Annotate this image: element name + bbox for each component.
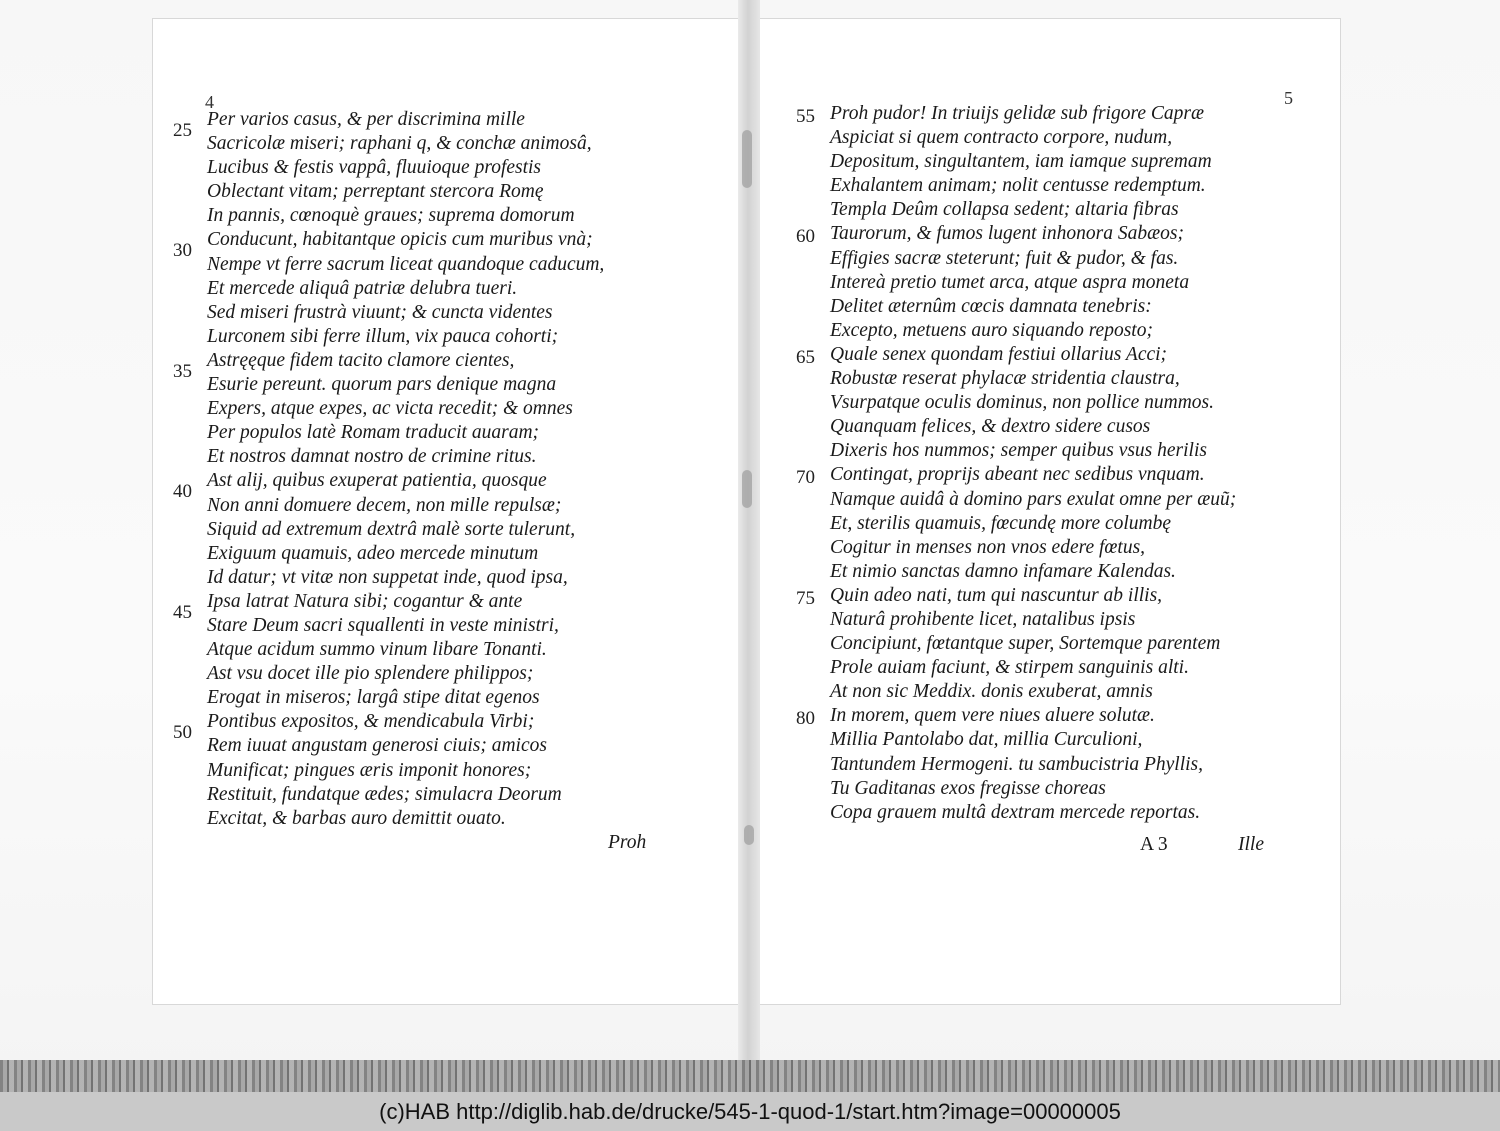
verse-line: At non sic Meddix. donis exuberat, amnis xyxy=(830,681,1153,703)
verse-line: Millia Pantolabo dat, millia Curculioni, xyxy=(830,729,1143,751)
verse-line: Conducunt, habitantque opicis cum muribus vnà; xyxy=(207,229,593,251)
verse-line: Sed miseri frustrà viuunt; & cuncta videntes xyxy=(207,301,553,323)
verse-line: Lurconem sibi ferre illum, vix pauca cohorti; xyxy=(207,325,559,347)
left-page-number: 4 xyxy=(205,92,214,112)
verse-line: Atque acidum summo vinum libare Tonanti. xyxy=(207,639,547,661)
verse-line: Quale senex quondam festiui ollarius Acci; xyxy=(830,343,1168,365)
line-number: 75 xyxy=(796,588,815,609)
verse-line: Ast alij, quibus exuperat patientia, quosque xyxy=(207,470,547,492)
verse-line: Id datur; vt vitæ non suppetat inde, quod ipsa, xyxy=(207,566,568,588)
verse-line: Depositum, singultantem, iam iamque supremam xyxy=(830,151,1212,173)
verse-line: Proh pudor! In triuijs gelidæ sub frigore Capræ xyxy=(830,103,1204,124)
book-bottom-edge xyxy=(0,1060,1500,1092)
line-number: 35 xyxy=(173,361,192,382)
verse-line: Quanquam felices, & dextro sidere cusos xyxy=(830,416,1151,438)
line-number: 55 xyxy=(796,106,815,127)
verse-line: In morem, quem vere niues aluere solutæ. xyxy=(830,705,1155,727)
gutter-ornament xyxy=(742,470,752,508)
verse-line: Per populos latè Romam traducit auaram; xyxy=(207,422,540,444)
verse-line: Intereà pretio tumet arca, atque aspra moneta xyxy=(830,271,1190,293)
copyright-caption: (c)HAB http://diglib.hab.de/drucke/545-1-quod-1/start.htm?image=00000005 xyxy=(0,1092,1500,1131)
verse-line: Contingat, proprijs abeant nec sedibus vnquam. xyxy=(830,464,1205,486)
verse-line: Et, sterilis quamuis, fœcundę more columbę xyxy=(830,512,1172,534)
verse-line: Exiguum quamuis, adeo mercede minutum xyxy=(207,542,539,564)
verse-line: Namque auidâ à domino pars exulat omne per æuũ; xyxy=(830,488,1237,510)
verse-line: Et nostros damnat nostro de crimine ritus. xyxy=(207,446,537,468)
verse-line: Nempe vt ferre sacrum liceat quandoque caducum, xyxy=(207,253,605,275)
verse-line: Oblectant vitam; perreptant stercora Romę xyxy=(207,181,544,203)
line-number: 60 xyxy=(796,226,815,247)
verse-line: Tu Gaditanas exos fregisse choreas xyxy=(830,777,1106,799)
verse-line: In pannis, cœnoquè graues; suprema domorum xyxy=(207,205,575,227)
line-number: 30 xyxy=(173,240,192,261)
right-page-number: 5 xyxy=(1284,88,1293,108)
verse-line: Et mercede aliquâ patriæ delubra tueri. xyxy=(207,277,518,299)
verse-line: Copa grauem multâ dextram mercede reportas. xyxy=(830,801,1201,823)
signature-mark: A 3 xyxy=(1140,834,1168,855)
line-number: 50 xyxy=(173,722,192,743)
verse-line: Lucibus & festis vappâ, fluuioque profestis xyxy=(207,157,542,179)
verse-line: Excitat, & barbas auro demittit ouato. xyxy=(207,807,506,829)
left-page-text xyxy=(207,108,677,831)
verse-line: Dixeris hos nummos; semper quibus vsus herilis xyxy=(830,440,1207,462)
gutter-ornament xyxy=(744,825,754,845)
verse-line: Excepto, metuens auro siquando reposto; xyxy=(830,319,1153,341)
verse-line: Vsurpatque oculis dominus, non pollice nummos. xyxy=(830,392,1215,414)
verse-line: Sacricolæ miseri; raphani q, & conchæ animosâ, xyxy=(207,133,592,155)
right-catchword: Ille xyxy=(1238,834,1264,855)
verse-line: Tantundem Hermogeni. tu sambucistria Phyllis, xyxy=(830,753,1204,775)
line-number: 40 xyxy=(173,481,192,502)
verse-line: Taurorum, & fumos lugent inhonora Sabæos; xyxy=(830,223,1184,245)
verse-line: Robustæ reserat phylacæ stridentia claustra, xyxy=(830,368,1180,390)
verse-line: Esurie pereunt. quorum pars denique magna xyxy=(207,374,557,396)
verse-line: Munificat; pingues æris imponit honores; xyxy=(207,759,532,781)
gutter-ornament xyxy=(742,130,752,188)
verse-line: Ipsa latrat Natura sibi; cogantur & ante xyxy=(207,590,523,612)
line-number: 70 xyxy=(796,467,815,488)
verse-line: Ast vsu docet ille pio splendere philippos; xyxy=(207,663,534,685)
verse-line: Quin adeo nati, tum qui nascuntur ab illis, xyxy=(830,584,1163,606)
verse-line: Per varios casus, & per discrimina mille xyxy=(207,109,525,130)
verse-line: Delitet æternûm cœcis damnata tenebris: xyxy=(830,295,1152,317)
verse-line: Et nimio sanctas damno infamare Kalendas. xyxy=(830,560,1176,582)
line-number: 80 xyxy=(796,708,815,729)
verse-line: Stare Deum sacri squallenti in veste ministri, xyxy=(207,614,559,636)
verse-line: Restituit, fundatque ædes; simulacra Deorum xyxy=(207,783,562,805)
verse-line: Siquid ad extremum dextrâ malè sorte tulerunt, xyxy=(207,518,576,540)
verse-line: Astręęque fidem tacito clamore cientes, xyxy=(207,349,515,371)
verse-line: Concipiunt, fœtantque super, Sortemque parentem xyxy=(830,633,1221,655)
verse-line: Templa Deûm collapsa sedent; altaria fibras xyxy=(830,199,1179,221)
verse-line: Non anni domuere decem, non mille repulsæ; xyxy=(207,494,562,516)
verse-line: Rem iuuat angustam generosi ciuis; amicos xyxy=(207,735,547,757)
line-number: 25 xyxy=(173,120,192,141)
verse-line: Aspiciat si quem contracto corpore, nudum, xyxy=(830,127,1173,149)
verse-line: Expers, atque expes, ac victa recedit; & omnes xyxy=(207,398,573,420)
right-page-text xyxy=(830,102,1300,825)
verse-line: Exhalantem animam; nolit centusse redemptum. xyxy=(830,175,1206,197)
verse-line: Effigies sacræ steterunt; fuit & pudor, & fas. xyxy=(830,247,1179,269)
verse-line: Cogitur in menses non vnos edere fœtus, xyxy=(830,536,1146,558)
verse-line: Erogat in miseros; largâ stipe ditat egenos xyxy=(207,687,540,709)
line-number: 65 xyxy=(796,347,815,368)
left-catchword: Proh xyxy=(608,832,647,853)
verse-line: Pontibus expositos, & mendicabula Virbi; xyxy=(207,711,535,733)
verse-line: Naturâ prohibente licet, natalibus ipsis xyxy=(830,608,1136,630)
verse-line: Prole auiam faciunt, & stirpem sanguinis alti. xyxy=(830,657,1189,679)
line-number: 45 xyxy=(173,602,192,623)
